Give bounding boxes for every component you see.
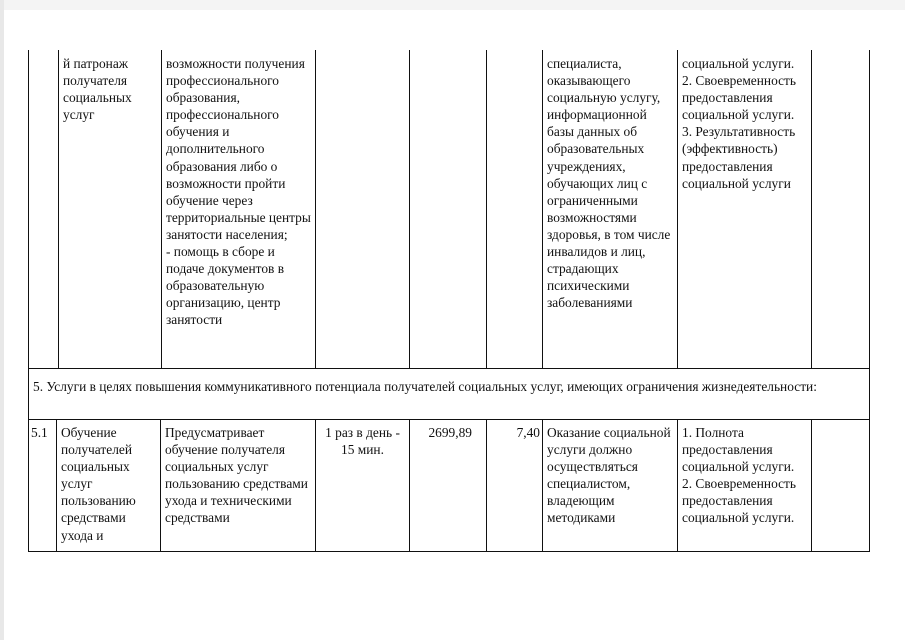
column-divider [315, 50, 316, 368]
column-divider [58, 50, 59, 368]
column-divider [56, 420, 57, 552]
column-divider [811, 420, 812, 552]
section-heading: 5. Услуги в целях повышения коммуникативного потенциала получателей социальных услуг, имеющих ограничения жизнедеятельности: [33, 379, 817, 394]
quality-indicators-cell: 1. Полнота предоставления социальной услуги. 2. Своевременность предоставления социальной услуги. [682, 425, 796, 526]
column-divider [811, 50, 812, 368]
row-number-cell: 5.1 [31, 425, 48, 440]
service-description-cell: возможности получения профессионального образования, профессионального обучения и дополнительного образования либо о возможности пройти обучение через территориальные центры занятости населения; - помощь в сборе и подаче документов в образовательную организацию, центр занятости [166, 56, 311, 328]
cost-cell: 7,40 [516, 425, 540, 440]
table-border-right [869, 50, 870, 552]
tariff-cell: 2699,89 [428, 425, 472, 440]
column-divider [542, 50, 543, 368]
frequency-cell: 1 раз в день - 15 мин. [325, 425, 400, 458]
scan-edge-top [0, 0, 905, 10]
scan-edge-left [0, 0, 4, 640]
column-divider [677, 420, 678, 552]
service-conditions-cell: Оказание социальной услуги должно осуществляться специалистом, владеющим методиками [547, 425, 671, 526]
table-border-bottom [28, 551, 870, 552]
service-conditions-cell: специалиста, оказывающего социальную услугу, информационной базы данных об образовательных учреждениях, обучающих лиц с ограниченными возможностями здоровья, в том числе инвалидов и лиц, страдающих психическими заболеваниями [547, 56, 671, 311]
column-divider [409, 50, 410, 368]
column-divider [160, 420, 161, 552]
service-name-cell: й патронаж получателя социальных услуг [63, 56, 132, 123]
column-divider [161, 50, 162, 368]
row-divider [28, 419, 870, 420]
quality-indicators-cell: социальной услуги. 2. Своевременность предоставления социальной услуги. 3. Результативность (эффективность) предоставления социальной услуги [682, 56, 796, 191]
column-divider [542, 420, 543, 552]
row-divider [28, 368, 870, 369]
service-description-cell: Предусматривает обучение получателя социальных услуг пользованию средствами ухода и техническими средствами [165, 425, 308, 526]
service-name-cell: Обучение получателей социальных услуг пользованию средствами ухода и [61, 425, 136, 543]
column-divider [677, 50, 678, 368]
column-divider [486, 50, 487, 368]
